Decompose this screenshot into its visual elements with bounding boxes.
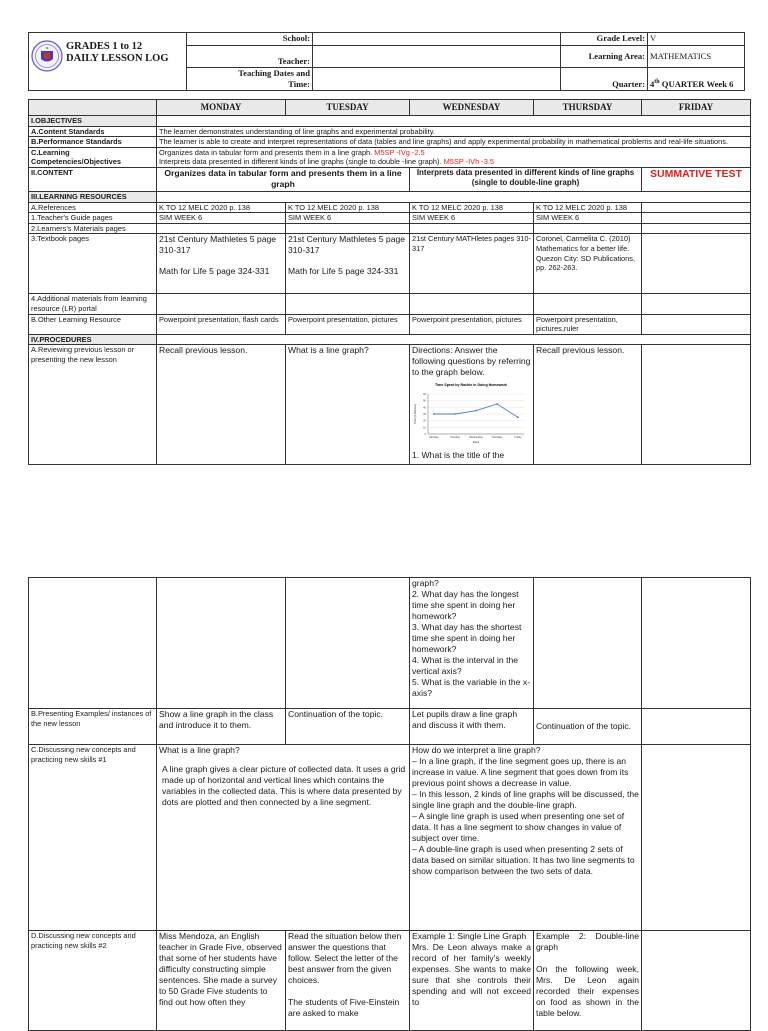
y-tick-label: 30 (423, 413, 426, 417)
references-wed: K TO 12 MELC 2020 p. 138 (410, 202, 534, 213)
teachers-guide-wed: SIM WEEK 6 (410, 213, 534, 224)
competency-2-text: Interprets data presented in different kinds of line graphs (single to double -line graph). (159, 157, 442, 167)
textbook-tue-1: 21st Century Mathletes 5 page 310-317 (288, 234, 406, 256)
textbook-tue (286, 234, 410, 294)
other-resource-wed: Powerpoint presentation, pictures (410, 314, 534, 334)
textbook-wed: 21st Century MATHletes pages 310-317 (410, 234, 534, 294)
other-resource-thu: Powerpoint presentation, pictures,ruler (534, 314, 642, 334)
teaching-dates-label-1: Teaching Dates and (238, 68, 310, 78)
discussing-1-mon-tue (157, 745, 410, 931)
row-label-discussing-skills-1: C.Discussing new concepts and practicing new skills #1 (29, 745, 157, 931)
data-point (475, 410, 477, 412)
y-tick-label: 10 (423, 426, 426, 430)
content-fri-summative: SUMMATIVE TEST (642, 167, 751, 191)
review-mon: Recall previous lesson. (157, 345, 286, 465)
other-resource-tue: Powerpoint presentation, pictures (286, 314, 410, 334)
x-tick-label: Monday (429, 436, 439, 440)
data-point (433, 413, 435, 415)
teachers-guide-mon: SIM WEEK 6 (157, 213, 286, 224)
teaching-dates-label-2: Time: (288, 79, 310, 89)
row-label-teachers-guide: 1.Teacher's Guide pages (29, 213, 157, 224)
discussing-2-wed: Example 1: Single Line Graph Mrs. De Leon always make a record of her family's weekly expenses. She wants to make sure that she controls their spending and will not exceed to (410, 931, 534, 1031)
competency-1-text: Organizes data in tabular form and presents them in a line graph. (159, 147, 373, 157)
competency-2-code: M5SP -IVh -3.5 (443, 157, 494, 167)
data-point (517, 417, 519, 419)
references-mon: K TO 12 MELC 2020 p. 138 (157, 202, 286, 213)
learning-area-field[interactable]: MATHEMATICS (648, 46, 745, 68)
quarter-field[interactable] (648, 68, 745, 91)
school-field[interactable] (313, 33, 561, 46)
corner-cell (29, 100, 157, 116)
form-title-line1: GRADES 1 to 12 (66, 41, 143, 52)
competency-1-code: M5SP -IVg -2.5 (374, 147, 425, 157)
row-label-content: II.CONTENT (29, 167, 157, 191)
discussing-1-fri (642, 745, 751, 931)
row-label-additional-materials: 4.Additional materials from learning resource (LR) portal (29, 294, 157, 314)
review-wed-directions: Directions: Answer the following questions by referring to the graph below. (412, 345, 531, 378)
row-label-learning-competencies: C.Learning Competencies/Objectives (29, 147, 157, 167)
row-label-content-standards: A.Content Standards (29, 126, 157, 137)
references-thu: K TO 12 MELC 2020 p. 138 (534, 202, 642, 213)
x-tick-label: Friday (514, 436, 522, 440)
header-table (28, 32, 745, 91)
examples-mon: Show a line graph in the class and introduce it to them. (157, 709, 286, 745)
row-label-references: A.References (29, 202, 157, 213)
textbook-tue-2: Math for Life 5 page 324-331 (288, 266, 399, 277)
row-label-learners-materials: 2.Learners's Materials pages (29, 223, 157, 234)
textbook-mon-1: 21st Century Mathletes 5 page 310-317 (159, 234, 277, 256)
examples-tue: Continuation of the topic. (286, 709, 410, 745)
lesson-log-table-page2 (28, 577, 751, 1031)
quarter-num: 4 (650, 79, 655, 89)
quarter-sup: th (654, 79, 660, 86)
quarter-label: Quarter: (561, 68, 648, 91)
y-tick-label: 60 (423, 393, 426, 397)
x-tick-label: Tuesday (450, 436, 460, 440)
textbook-thu: Coronel, Carmelita C. (2010) Mathematics for a better life. Quezon City: SD Publications, pp. 262-263. (534, 234, 642, 294)
quarter-rest: QUARTER Week 6 (661, 79, 734, 89)
y-tick-label: 20 (423, 419, 426, 423)
grade-level-label: Grade Level: (561, 33, 648, 46)
teacher-field[interactable] (313, 46, 561, 68)
day-header-thursday: THURSDAY (534, 100, 642, 116)
section-procedures: IV.PROCEDURES (29, 334, 157, 345)
review-wed-continued: graph? 2. What day has the longest time she spent in doing her homework? 3. What day has the shortest time she spent in doing her homework? 4. What is the interval in the vertical axis? 5. What is the variable in the x-axis? (410, 578, 534, 709)
competency-2 (159, 157, 748, 167)
learning-competencies-text (157, 147, 751, 167)
teachers-guide-tue: SIM WEEK 6 (286, 213, 410, 224)
review-thu: Recall previous lesson. (534, 345, 642, 465)
teaching-dates-label (187, 68, 313, 91)
discussing-2-thu: Example 2: Double-line graph On the following week, Mrs. De Leon again recorded their expenses on food as shown in the table below. (534, 931, 642, 1031)
row-label-other-learning-resource: B.Other Learning Resource (29, 314, 157, 334)
discussing-1-wed-thu: How do we interpret a line graph? – In a line graph, if the line segment goes up, there is an increase in value. A line segment that goes down from its previous point shows a decrease in value. – In this lesson, 2 kinds of line graphs will be discussed, the single line graph and the double-line graph. – A single line graph is used when presenting one set of data. It has a line segment to show changes in value of subject over time. – A double-line graph is used when presenting 2 sets of data based on similar situation. It has two line segments to show comparison between the two sets of data. (410, 745, 642, 931)
y-tick-label: 50 (423, 399, 426, 403)
content-wed-thu: Interprets data presented in different kinds of line graphs (single to double-line graph) (410, 167, 642, 191)
discussing-2-mon: Miss Mendoza, an English teacher in Grade Five, observed that some of her students have difficulty constructing simple sentences. She made a survey to 50 Grade Five students to find out how often they (157, 931, 286, 1031)
y-tick-label: 0 (424, 433, 426, 437)
examples-fri (642, 709, 751, 745)
textbook-fri (642, 234, 751, 294)
line-graph-question: What is a line graph? (159, 745, 240, 755)
examples-thu: Continuation of the topic. (534, 709, 642, 745)
textbook-mon-2: Math for Life 5 page 324-331 (159, 266, 270, 277)
chart-title: Time Spent by Rachie in Doing Homework (434, 383, 508, 388)
data-point (454, 413, 456, 415)
teachers-guide-thu: SIM WEEK 6 (534, 213, 642, 224)
x-axis-label: Days (472, 440, 480, 445)
other-resource-fri (642, 314, 751, 334)
row-label-textbook-pages: 3.Textbook pages (29, 234, 157, 294)
school-label: School: (187, 33, 313, 46)
data-point (496, 403, 498, 405)
performance-standards-text: The learner is able to create and interpret representations of data (tables and line graphs) and apply experimental probability in mathematical problems and real-life situations. (157, 137, 751, 148)
y-axis-label: Time (in Minutes) (414, 404, 417, 425)
grade-level-field[interactable]: V (648, 33, 745, 46)
references-tue: K TO 12 MELC 2020 p. 138 (286, 202, 410, 213)
x-tick-label: Wednesday (469, 436, 483, 440)
teachers-guide-fri (642, 213, 751, 224)
review-wed-question-1: 1. What is the title of the (412, 450, 505, 461)
review-fri (642, 345, 751, 465)
section-learning-resources: III.LEARNING RESOURCES (29, 191, 157, 202)
day-header-monday: MONDAY (157, 100, 286, 116)
row-label-reviewing-previous-lesson: A.Reviewing previous lesson or presenting the new lesson (29, 345, 157, 465)
content-mon-tue: Organizes data in tabular form and presents them in a line graph (157, 167, 410, 191)
day-header-friday: FRIDAY (642, 100, 751, 116)
line-graph-definition: A line graph gives a clear picture of collected data. It uses a grid made up of horizontal and vertical lines which contains the variables in the collected data. This is where data presented by dots are plotted and then connected by a line segment. (162, 764, 406, 807)
lesson-log-table-page1 (28, 99, 751, 465)
day-header-wednesday: WEDNESDAY (410, 100, 534, 116)
discussing-2-fri (642, 931, 751, 1031)
row-label-performance-standards: B.Performance Standards (29, 137, 157, 148)
form-title-line2: DAILY LESSON LOG (66, 53, 169, 64)
row-label-discussing-skills-2: D.Discussing new concepts and practicing new skills #2 (29, 931, 157, 1031)
textbook-mon (157, 234, 286, 294)
other-resource-mon: Powerpoint presentation, flash cards (157, 314, 286, 334)
review-wed (410, 345, 534, 465)
examples-wed: Let pupils draw a line graph and discuss it with them. (410, 709, 534, 745)
y-tick-label: 40 (423, 406, 426, 410)
x-tick-label: Thursday (491, 436, 503, 440)
references-fri (642, 202, 751, 213)
homework-line-graph (412, 380, 530, 448)
competency-1 (159, 148, 748, 158)
discussing-2-tue: Read the situation below then answer the questions that follow. Select the letter of the best answer from the given choices. The students of Five-Einstein are asked to make (286, 931, 410, 1031)
day-header-tuesday: TUESDAY (286, 100, 410, 116)
teacher-label: Teacher: (187, 46, 313, 68)
teaching-dates-field[interactable] (313, 68, 561, 91)
learning-area-label: Learning Area: (561, 46, 648, 68)
content-standards-text: The learner demonstrates understanding of line graphs and experimental probability. (157, 126, 751, 137)
review-tue: What is a line graph? (286, 345, 410, 465)
section-objectives: I.OBJECTIVES (29, 116, 157, 127)
row-label-presenting-examples: B.Presenting Examples/ instances of the new lesson (29, 709, 157, 745)
